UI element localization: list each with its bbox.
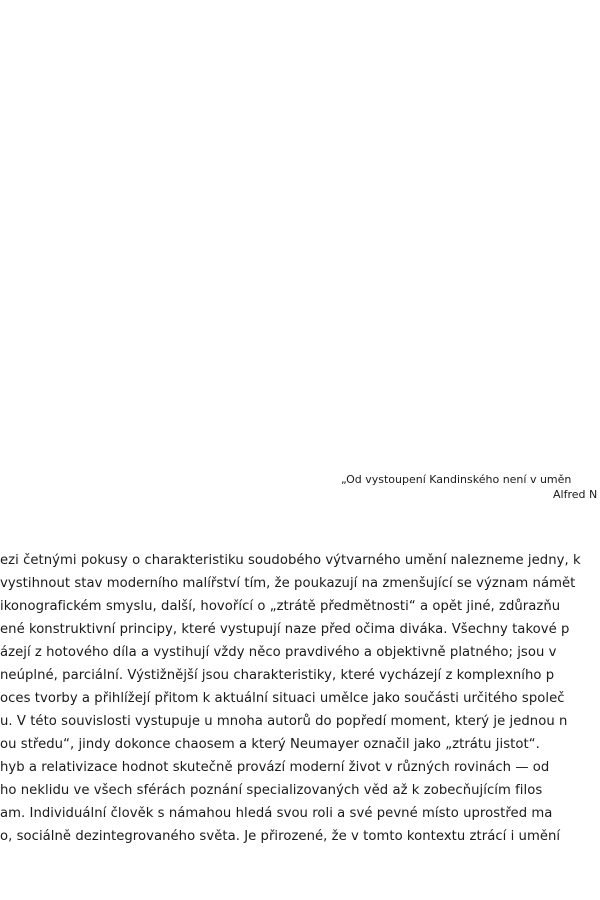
body-line: ikonografickém smyslu, další, hovořící o „ztrátě předmětnosti“ a opět jiné, zdůrazňu: [0, 599, 561, 614]
body-line: vystihnout stav moderního malířství tím, že poukazují na zmenšující se význam námět: [0, 576, 576, 591]
body-line: ho neklidu ve všech sférách poznání specializovaných věd až k zobecňujícím filos: [0, 783, 543, 798]
epigraph: [341, 472, 600, 502]
body-line: o, sociálně dezintegrovaného světa. Je přirozené, že v tomto kontextu ztrácí i umění: [0, 829, 561, 844]
body-line: ezi četnými pokusy o charakteristiku soudobého výtvarného umění nalezneme jedny, k: [0, 553, 581, 568]
body-line: ené konstruktivní principy, které vystupují naze před očima diváka. Všechny takové p: [0, 622, 570, 637]
body-line: ázejí z hotového díla a vystihují vždy něco pravdivého a objektivně platného; jsou v: [0, 645, 557, 660]
epigraph-quote: „Od vystoupení Kandinského není v uměn: [341, 473, 572, 486]
body-line: neúplné, parciální. Výstižnější jsou charakteristiky, které vycházejí z komplexního p: [0, 668, 555, 683]
body-line: ou středu“, jindy dokonce chaosem a který Neumayer označil jako „ztrátu jistot“.: [0, 737, 540, 752]
body-line: hyb a relativizace hodnot skutečně provází moderní život v různých rovinách — od: [0, 760, 550, 775]
body-text: [0, 549, 600, 848]
body-line: u. V této souvislosti vystupuje u mnoha autorů do popředí moment, který je jednou n: [0, 714, 568, 729]
body-line: oces tvorby a přihlížejí přitom k aktuální situaci umělce jako součásti určitého společ: [0, 691, 565, 706]
body-line: am. Individuální člověk s námahou hledá svou roli a své pevné místo uprostřed ma: [0, 806, 553, 821]
epigraph-author: Alfred N: [553, 488, 598, 501]
